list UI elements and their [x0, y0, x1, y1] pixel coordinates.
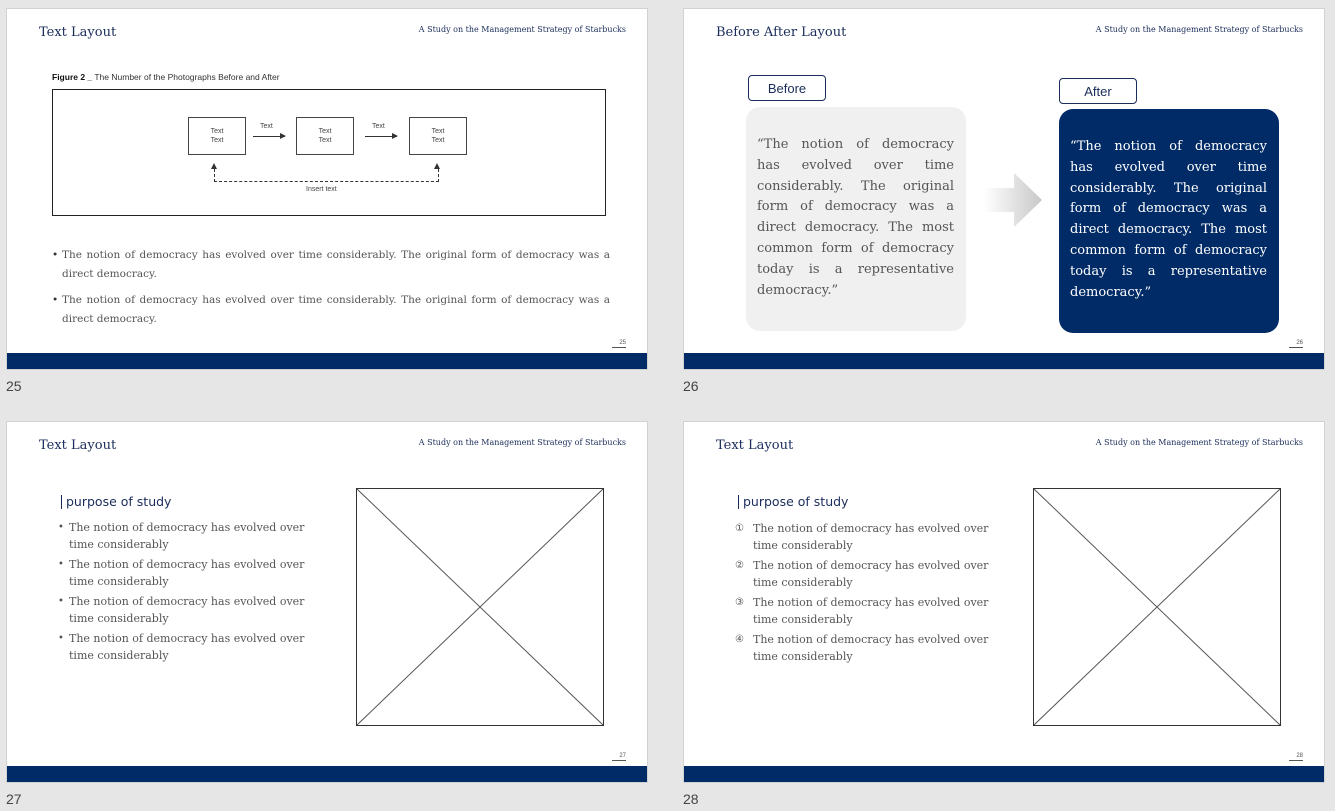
diagram-box-text: Text: [431, 137, 445, 144]
bullet-text: The notion of democracy has evolved over time considerably. The original form of democracy was a direct democracy.: [62, 249, 610, 280]
diagram-arrow-1: [253, 136, 285, 137]
figure-caption-text: The Number of the Photographs Before and After: [92, 72, 280, 82]
before-quote-text: “The notion of democracy has evolved over time considerably. The original form of democracy was a direct democracy. The most common form of democracy today is a representative democracy.”: [757, 137, 954, 298]
list-item-text: The notion of democracy has evolved over time considerably: [69, 558, 305, 588]
section-heading: purpose of study: [61, 495, 171, 509]
diagram-box-text: Text: [318, 137, 332, 144]
page-number-mark: 27: [612, 753, 626, 761]
slide-header-text: A Study on the Management Strategy of Starbucks: [1095, 438, 1303, 447]
diagram-box-text: Text: [210, 128, 224, 135]
list-item-text: The notion of democracy has evolved over time considerably: [753, 522, 989, 552]
diagram-loop-label: Insert text: [306, 186, 337, 193]
list-item-text: The notion of democracy has evolved over time considerably: [69, 595, 305, 625]
footer-bar: [7, 766, 647, 782]
slide-header-text: A Study on the Management Strategy of Starbucks: [418, 25, 626, 34]
page-number-mark: 28: [1289, 753, 1303, 761]
figure-diagram-frame: [52, 89, 606, 216]
slide-thumbnail-26[interactable]: [683, 8, 1325, 370]
slide-header-text: A Study on the Management Strategy of Starbucks: [1095, 25, 1303, 34]
diagram-loop-arrowhead: [211, 163, 217, 169]
list-item: [735, 631, 993, 665]
list-marker: ①: [735, 523, 744, 534]
figure-caption-label: Figure 2 _: [52, 72, 93, 82]
diagram-box-1: [188, 117, 246, 155]
bullet-item: [52, 291, 610, 329]
list-item: [735, 520, 993, 554]
slide-header-text: A Study on the Management Strategy of Starbucks: [418, 438, 626, 447]
list-item: [58, 519, 309, 553]
arrow-right-icon: [984, 173, 1044, 229]
diagram-box-text: Text: [210, 137, 224, 144]
bullet-marker: •: [52, 294, 59, 306]
slide-number-label: 28: [683, 791, 699, 807]
slide-thumbnail-28[interactable]: [683, 421, 1325, 783]
before-quote-box: [746, 107, 966, 331]
diagram-loop-connector: [214, 169, 439, 182]
diagram-arrow-2: [365, 136, 397, 137]
after-label: After: [1059, 78, 1137, 104]
list-marker: •: [58, 633, 64, 644]
slide-thumbnail-25[interactable]: [6, 8, 648, 370]
list-item: [58, 593, 309, 627]
slide-title: Text Layout: [39, 25, 117, 40]
image-placeholder: [356, 488, 604, 726]
list-marker: ②: [735, 560, 744, 571]
list-item: [58, 556, 309, 590]
list-marker: •: [58, 522, 64, 533]
slide-title: Text Layout: [39, 438, 117, 453]
image-placeholder-cross: [357, 489, 603, 725]
diagram-arrow-label: Text: [260, 123, 273, 130]
diagram-loop-arrowhead: [434, 163, 440, 169]
list-marker: ③: [735, 597, 744, 608]
slide-title: Text Layout: [716, 438, 794, 453]
footer-bar: [684, 766, 1324, 782]
diagram-box-2: [296, 117, 354, 155]
slide-thumbnail-27[interactable]: [6, 421, 648, 783]
image-placeholder-cross: [1034, 489, 1280, 725]
slide-title: Before After Layout: [716, 25, 847, 40]
page-number-mark: 25: [612, 340, 626, 348]
diagram-box-3: [409, 117, 467, 155]
page-number-mark: 26: [1289, 340, 1303, 348]
list-item: [58, 630, 309, 664]
bullet-marker: •: [52, 249, 59, 261]
section-heading: purpose of study: [738, 495, 848, 509]
list-item: [735, 594, 993, 628]
figure-caption: [52, 72, 280, 82]
footer-bar: [684, 353, 1324, 369]
diagram-box-text: Text: [318, 128, 332, 135]
list-marker: ④: [735, 634, 744, 645]
slide-number-label: 25: [6, 378, 22, 394]
list-item-text: The notion of democracy has evolved over time considerably: [69, 521, 305, 551]
slide-number-label: 27: [6, 791, 22, 807]
footer-bar: [7, 353, 647, 369]
slide-number-label: 26: [683, 378, 699, 394]
diagram-arrow-label: Text: [372, 123, 385, 130]
before-label: Before: [748, 75, 826, 101]
after-quote-text: “The notion of democracy has evolved over time considerably. The original form of democracy was a direct democracy. The most common form of democracy today is a representative democracy.”: [1070, 139, 1267, 300]
list-item-text: The notion of democracy has evolved over time considerably: [753, 633, 989, 663]
bullet-item: [52, 246, 610, 284]
image-placeholder: [1033, 488, 1281, 726]
list-item-text: The notion of democracy has evolved over time considerably: [753, 559, 989, 589]
bullet-text: The notion of democracy has evolved over time considerably. The original form of democracy was a direct democracy.: [62, 294, 610, 325]
list-item-text: The notion of democracy has evolved over time considerably: [69, 632, 305, 662]
after-quote-box: [1059, 109, 1279, 333]
list-marker: •: [58, 559, 64, 570]
list-marker: •: [58, 596, 64, 607]
list-item-text: The notion of democracy has evolved over time considerably: [753, 596, 989, 626]
list-item: [735, 557, 993, 591]
diagram-box-text: Text: [431, 128, 445, 135]
